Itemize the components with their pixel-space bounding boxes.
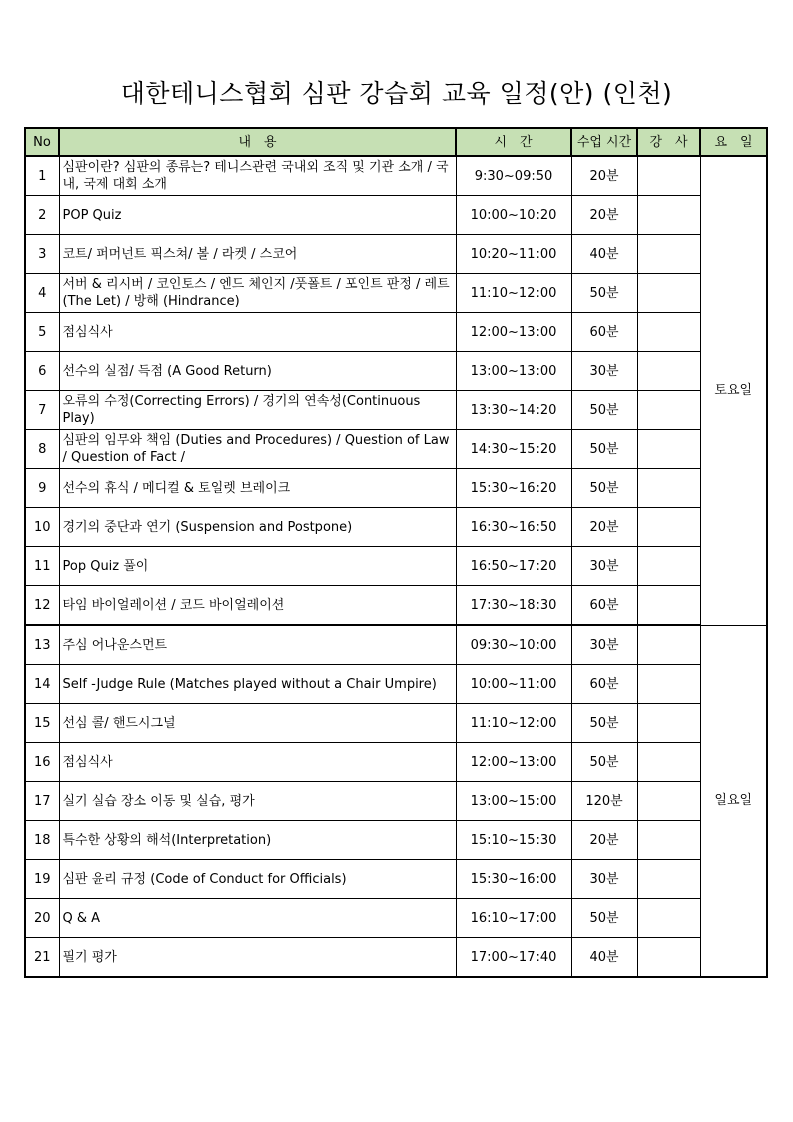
row-no: 13 xyxy=(25,625,59,665)
row-no: 3 xyxy=(25,235,59,274)
header-no: No xyxy=(25,128,59,156)
row-time: 15:30~16:20 xyxy=(456,469,571,508)
row-no: 8 xyxy=(25,430,59,469)
row-no: 15 xyxy=(25,704,59,743)
row-instructor xyxy=(637,274,700,313)
row-content: 선심 콜/ 핸드시그널 xyxy=(59,704,456,743)
row-no: 18 xyxy=(25,821,59,860)
row-instructor xyxy=(637,860,700,899)
row-no: 4 xyxy=(25,274,59,313)
row-instructor xyxy=(637,782,700,821)
table-row xyxy=(25,665,767,704)
row-content: 심판의 임무와 책임 (Duties and Procedures) / Question of Law / Question of Fact / xyxy=(59,430,456,469)
row-instructor xyxy=(637,821,700,860)
row-content: 선수의 휴식 / 메디컬 & 토일렛 브레이크 xyxy=(59,469,456,508)
row-instructor xyxy=(637,352,700,391)
table-row xyxy=(25,352,767,391)
row-content: 타임 바이얼레이션 / 코드 바이얼레이션 xyxy=(59,586,456,626)
row-duration: 60분 xyxy=(571,586,637,626)
row-time: 13:00~15:00 xyxy=(456,782,571,821)
row-duration: 50분 xyxy=(571,430,637,469)
table-row xyxy=(25,899,767,938)
row-duration: 120분 xyxy=(571,782,637,821)
header-duration: 수업 시간 xyxy=(571,128,637,156)
header-content: 내 용 xyxy=(59,128,456,156)
row-duration: 20분 xyxy=(571,508,637,547)
row-content: 주심 어나운스먼트 xyxy=(59,625,456,665)
row-no: 5 xyxy=(25,313,59,352)
row-duration: 20분 xyxy=(571,156,637,196)
row-time: 11:10~12:00 xyxy=(456,704,571,743)
table-row xyxy=(25,938,767,978)
row-instructor xyxy=(637,156,700,196)
row-time: 11:10~12:00 xyxy=(456,274,571,313)
row-content: 실기 실습 장소 이동 및 실습, 평가 xyxy=(59,782,456,821)
row-instructor xyxy=(637,547,700,586)
row-instructor xyxy=(637,743,700,782)
row-time: 9:30~09:50 xyxy=(456,156,571,196)
table-row xyxy=(25,469,767,508)
row-content: 서버 & 리시버 / 코인토스 / 엔드 체인지 /풋폴트 / 포인트 판정 / 레트 (The Let) / 방해 (Hindrance) xyxy=(59,274,456,313)
row-instructor xyxy=(637,899,700,938)
row-instructor xyxy=(637,625,700,665)
row-duration: 40분 xyxy=(571,235,637,274)
row-duration: 50분 xyxy=(571,391,637,430)
row-time: 15:10~15:30 xyxy=(456,821,571,860)
table-row xyxy=(25,547,767,586)
row-instructor xyxy=(637,938,700,978)
row-no: 17 xyxy=(25,782,59,821)
row-instructor xyxy=(637,235,700,274)
row-time: 16:50~17:20 xyxy=(456,547,571,586)
row-instructor xyxy=(637,508,700,547)
row-content: 경기의 중단과 연기 (Suspension and Postpone) xyxy=(59,508,456,547)
table-row xyxy=(25,196,767,235)
row-duration: 50분 xyxy=(571,704,637,743)
row-duration: 50분 xyxy=(571,899,637,938)
table-row xyxy=(25,508,767,547)
table-row xyxy=(25,235,767,274)
row-instructor xyxy=(637,586,700,626)
table-row xyxy=(25,274,767,313)
row-content: Q & A xyxy=(59,899,456,938)
row-no: 2 xyxy=(25,196,59,235)
day-sunday: 일요일 xyxy=(700,625,767,977)
row-time: 10:00~11:00 xyxy=(456,665,571,704)
row-content: 선수의 실점/ 득점 (A Good Return) xyxy=(59,352,456,391)
row-no: 9 xyxy=(25,469,59,508)
row-content: 심판 윤리 규정 (Code of Conduct for Officials) xyxy=(59,860,456,899)
row-content: POP Quiz xyxy=(59,196,456,235)
row-content: 점심식사 xyxy=(59,743,456,782)
table-row xyxy=(25,625,767,665)
row-time: 16:10~17:00 xyxy=(456,899,571,938)
table-row xyxy=(25,704,767,743)
row-duration: 40분 xyxy=(571,938,637,978)
table-row xyxy=(25,743,767,782)
row-content: Self -Judge Rule (Matches played without a Chair Umpire) xyxy=(59,665,456,704)
row-no: 10 xyxy=(25,508,59,547)
header-day: 요 일 xyxy=(700,128,767,156)
row-duration: 60분 xyxy=(571,313,637,352)
row-time: 12:00~13:00 xyxy=(456,313,571,352)
row-content: 필기 평가 xyxy=(59,938,456,978)
header-time: 시 간 xyxy=(456,128,571,156)
row-duration: 50분 xyxy=(571,743,637,782)
row-time: 12:00~13:00 xyxy=(456,743,571,782)
row-no: 12 xyxy=(25,586,59,626)
row-time: 10:00~10:20 xyxy=(456,196,571,235)
row-time: 17:00~17:40 xyxy=(456,938,571,978)
row-no: 14 xyxy=(25,665,59,704)
table-row xyxy=(25,860,767,899)
row-no: 7 xyxy=(25,391,59,430)
row-duration: 30분 xyxy=(571,860,637,899)
row-instructor xyxy=(637,313,700,352)
row-no: 6 xyxy=(25,352,59,391)
header-row xyxy=(25,128,767,156)
row-instructor xyxy=(637,430,700,469)
header-instructor: 강 사 xyxy=(637,128,700,156)
row-duration: 20분 xyxy=(571,196,637,235)
row-instructor xyxy=(637,665,700,704)
row-duration: 30분 xyxy=(571,547,637,586)
row-duration: 20분 xyxy=(571,821,637,860)
row-time: 16:30~16:50 xyxy=(456,508,571,547)
day-saturday: 토요일 xyxy=(700,156,767,625)
row-time: 13:30~14:20 xyxy=(456,391,571,430)
table-row xyxy=(25,821,767,860)
row-instructor xyxy=(637,469,700,508)
row-no: 21 xyxy=(25,938,59,978)
table-row xyxy=(25,391,767,430)
row-duration: 50분 xyxy=(571,274,637,313)
row-time: 09:30~10:00 xyxy=(456,625,571,665)
row-no: 1 xyxy=(25,156,59,196)
page-title: 대한테니스협회 심판 강습회 교육 일정(안) (인천) xyxy=(120,79,673,108)
row-content: Pop Quiz 풀이 xyxy=(59,547,456,586)
row-no: 16 xyxy=(25,743,59,782)
table-row xyxy=(25,313,767,352)
row-instructor xyxy=(637,391,700,430)
row-content: 점심식사 xyxy=(59,313,456,352)
row-duration: 30분 xyxy=(571,625,637,665)
schedule-table xyxy=(24,127,768,978)
row-time: 14:30~15:20 xyxy=(456,430,571,469)
row-no: 20 xyxy=(25,899,59,938)
table-row xyxy=(25,156,767,196)
row-duration: 50분 xyxy=(571,469,637,508)
row-time: 13:00~13:00 xyxy=(456,352,571,391)
row-time: 15:30~16:00 xyxy=(456,860,571,899)
row-content: 특수한 상황의 해석(Interpretation) xyxy=(59,821,456,860)
table-row xyxy=(25,586,767,626)
row-no: 11 xyxy=(25,547,59,586)
row-content: 오류의 수정(Correcting Errors) / 경기의 연속성(Continuous Play) xyxy=(59,391,456,430)
row-time: 10:20~11:00 xyxy=(456,235,571,274)
row-content: 심판이란? 심판의 종류는? 테니스관련 국내외 조직 및 기관 소개 / 국내, 국제 대회 소개 xyxy=(59,156,456,196)
row-content: 코트/ 퍼머넌트 픽스쳐/ 볼 / 라켓 / 스코어 xyxy=(59,235,456,274)
row-instructor xyxy=(637,196,700,235)
row-instructor xyxy=(637,704,700,743)
row-duration: 30분 xyxy=(571,352,637,391)
table-row xyxy=(25,782,767,821)
row-time: 17:30~18:30 xyxy=(456,586,571,626)
table-row xyxy=(25,430,767,469)
row-duration: 60분 xyxy=(571,665,637,704)
row-no: 19 xyxy=(25,860,59,899)
